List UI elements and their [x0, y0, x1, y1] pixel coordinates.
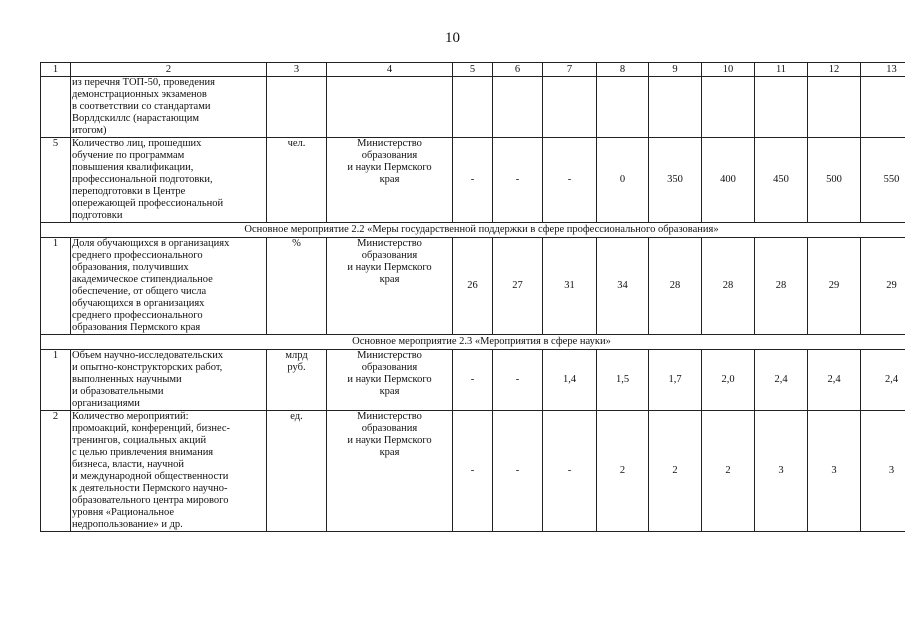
value-cell: -: [453, 350, 493, 411]
value-cell: 2,4: [755, 350, 808, 411]
header-cell: 8: [597, 63, 649, 77]
value-cell: 2,4: [808, 350, 861, 411]
header-cell: 13: [861, 63, 905, 77]
section-row: [41, 223, 905, 238]
header-row: [41, 63, 905, 77]
table-row: [41, 411, 905, 532]
value-cell: [861, 77, 905, 138]
table-row: [41, 77, 905, 138]
value-cell: 3: [755, 411, 808, 532]
header-cell: 3: [267, 63, 327, 77]
value-cell: 2: [597, 411, 649, 532]
responsible-org: Министерство образования и науки Пермского края: [327, 350, 453, 411]
value-cell: [597, 77, 649, 138]
unit: чел.: [267, 138, 327, 223]
row-number: [41, 77, 71, 138]
table-row: [41, 138, 905, 223]
header-cell: 9: [649, 63, 702, 77]
unit: ед.: [267, 411, 327, 532]
value-cell: [755, 77, 808, 138]
value-cell: 1,5: [597, 350, 649, 411]
value-cell: [453, 77, 493, 138]
indicator-name: Доля обучающихся в организациях среднего профессионального образования, получивших академическое стипендиальное обеспечение, от общего числа обучающихся в организациях среднего профессионального образования Пермского края: [71, 238, 267, 335]
value-cell: -: [493, 350, 543, 411]
value-cell: -: [453, 411, 493, 532]
table-row: [41, 238, 905, 335]
value-cell: 550: [861, 138, 905, 223]
value-cell: [702, 77, 755, 138]
header-cell: 10: [702, 63, 755, 77]
indicators-table: [40, 62, 905, 532]
row-number: 2: [41, 411, 71, 532]
value-cell: 28: [649, 238, 702, 335]
header-cell: 6: [493, 63, 543, 77]
value-cell: -: [543, 138, 597, 223]
header-cell: 7: [543, 63, 597, 77]
value-cell: 0: [597, 138, 649, 223]
row-number: 5: [41, 138, 71, 223]
value-cell: 2,0: [702, 350, 755, 411]
value-cell: 27: [493, 238, 543, 335]
header-cell: 2: [71, 63, 267, 77]
header-cell: 11: [755, 63, 808, 77]
value-cell: 31: [543, 238, 597, 335]
value-cell: [808, 77, 861, 138]
unit: %: [267, 238, 327, 335]
section-title: Основное мероприятие 2.2 «Меры государственной поддержки в сфере профессионального образования»: [41, 223, 905, 238]
responsible-org: Министерство образования и науки Пермского края: [327, 411, 453, 532]
header-cell: 5: [453, 63, 493, 77]
value-cell: 26: [453, 238, 493, 335]
section-row: [41, 335, 905, 350]
table-body: [41, 63, 905, 532]
indicator-name: из перечня ТОП-50, проведения демонстрационных экзаменов в соответствии со стандартами Ворлдскиллс (нарастающим итогом): [71, 77, 267, 138]
value-cell: 500: [808, 138, 861, 223]
value-cell: 34: [597, 238, 649, 335]
table-row: [41, 350, 905, 411]
page-number: 10: [445, 30, 460, 46]
value-cell: 29: [861, 238, 905, 335]
responsible-org: [327, 77, 453, 138]
value-cell: 450: [755, 138, 808, 223]
value-cell: [493, 77, 543, 138]
value-cell: 2: [649, 411, 702, 532]
header-cell: 1: [41, 63, 71, 77]
value-cell: -: [543, 411, 597, 532]
unit: млрд руб.: [267, 350, 327, 411]
unit: [267, 77, 327, 138]
responsible-org: Министерство образования и науки Пермского края: [327, 138, 453, 223]
value-cell: 2,4: [861, 350, 905, 411]
row-number: 1: [41, 238, 71, 335]
header-cell: 12: [808, 63, 861, 77]
value-cell: 28: [755, 238, 808, 335]
value-cell: 28: [702, 238, 755, 335]
section-title: Основное мероприятие 2.3 «Мероприятия в сфере науки»: [41, 335, 905, 350]
value-cell: 350: [649, 138, 702, 223]
responsible-org: Министерство образования и науки Пермского края: [327, 238, 453, 335]
indicator-name: Объем научно-исследовательских и опытно-конструкторских работ, выполненных научными и образовательными организациями: [71, 350, 267, 411]
value-cell: 3: [808, 411, 861, 532]
value-cell: 2: [702, 411, 755, 532]
indicator-name: Количество лиц, прошедших обучение по программам повышения квалификации, профессиональной подготовки, переподготовки в Центре опережающей профессиональной подготовки: [71, 138, 267, 223]
value-cell: [649, 77, 702, 138]
indicator-name: Количество мероприятий: промоакций, конференций, бизнес- тренингов, социальных акций с целью привлечения внимания бизнеса, власти, научной и международной общественности к деятельности Пермского научно- образовательного центра мирового уровня «Рациональное недропользование» и др.: [71, 411, 267, 532]
value-cell: 29: [808, 238, 861, 335]
value-cell: -: [493, 138, 543, 223]
value-cell: 3: [861, 411, 905, 532]
value-cell: [543, 77, 597, 138]
header-cell: 4: [327, 63, 453, 77]
value-cell: -: [453, 138, 493, 223]
value-cell: 1,4: [543, 350, 597, 411]
value-cell: -: [493, 411, 543, 532]
value-cell: 1,7: [649, 350, 702, 411]
row-number: 1: [41, 350, 71, 411]
value-cell: 400: [702, 138, 755, 223]
